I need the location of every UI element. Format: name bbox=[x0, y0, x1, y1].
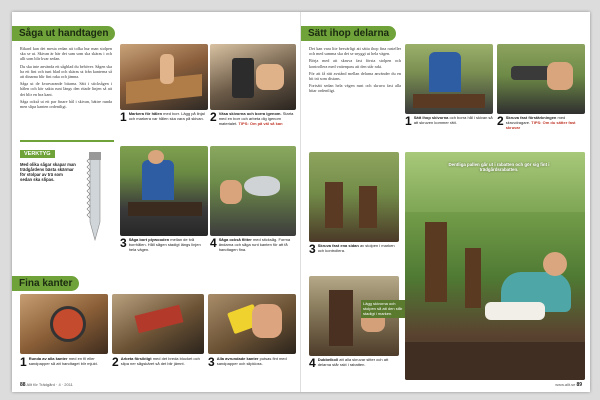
step-number: 2 bbox=[497, 114, 504, 128]
step-text: att alla skruvar sitter och att delarna står rakt i rabatten. bbox=[317, 357, 389, 367]
step-title: Skruva fast ena sidan bbox=[317, 243, 359, 248]
step-caption bbox=[120, 238, 208, 252]
step-title: Väsa skivorna och borra igenom. bbox=[218, 111, 282, 116]
step-photo bbox=[208, 294, 296, 354]
footer-text: Allt för Trädgård · 4 · 2011 bbox=[26, 382, 73, 387]
step-text: och borra hål i skivan så att skruven kommer rätt. bbox=[413, 115, 493, 125]
step-number: 3 bbox=[120, 236, 127, 250]
intro-paragraph: Du ska inte använda ett sågblad du behöver. Sågen ska ha ett fint och tunt blad och skäras ut från kanterna så att dinarna blir fint raka och jämna. bbox=[20, 63, 112, 80]
step-caption bbox=[210, 238, 296, 252]
step-text: putsas fint med sandpapper och slipkloss. bbox=[216, 356, 287, 366]
tips-text: TIPS: Om du sätter fast skruvar bbox=[505, 119, 576, 130]
intro-paragraph: Fortsätt sedan hela vägen runt och skruva fast alla bitar ordentligt. bbox=[309, 83, 401, 94]
intro-text bbox=[309, 46, 401, 96]
step-number: 3 bbox=[208, 355, 215, 369]
step-photo bbox=[112, 294, 204, 354]
step-text: Starta med en borr och arbeta dig igenom materialet. bbox=[218, 111, 294, 126]
step-number: 1 bbox=[20, 355, 27, 369]
step-caption bbox=[208, 357, 296, 368]
step-caption bbox=[210, 112, 296, 126]
step-number: 4 bbox=[210, 236, 217, 250]
step-photo bbox=[309, 152, 399, 242]
step-title: Arbeta försiktigt bbox=[120, 356, 152, 361]
step-number: 2 bbox=[210, 110, 217, 124]
step-title: Sätt ihop skivorna bbox=[413, 115, 449, 120]
intro-paragraph: Såga också ut ett par finare hål i skivan, bättre runda men slipa kanten ordentligt. bbox=[20, 98, 112, 110]
section-title: Sätt ihop delarna bbox=[301, 26, 396, 41]
step-caption bbox=[497, 116, 585, 130]
section-title: Fina kanter bbox=[12, 276, 79, 291]
step-photo bbox=[210, 146, 296, 236]
intro-paragraph: Såga ut de kvarvarande bitarna. Sätt i sticksågen i hålen och kör sakta runt längs den ritade linjen så att det blir en bra kant. bbox=[20, 81, 112, 97]
step-photo bbox=[210, 44, 296, 110]
section-title: Såga ut handtagen bbox=[12, 26, 115, 41]
step-title: Dubbelkoll bbox=[317, 357, 339, 362]
step-number: 2 bbox=[112, 355, 119, 369]
step-text: mellan de två borrhålen. Håll sågen stadigt längs linjen hela vägen. bbox=[128, 237, 201, 252]
step-text: med borr. Lägg på linjal och markera var hålen ska vara på skivan. bbox=[128, 111, 205, 121]
magazine-spread bbox=[12, 12, 590, 392]
step-number: 3 bbox=[309, 242, 316, 256]
intro-paragraph: Rikard kan det mesta redan att tolka hur man stolpen ska se ut. Skivan är här det sam som ska skäras i och allt som blir kvar sedan. bbox=[20, 46, 112, 62]
step-text: med skruvdragare. bbox=[505, 115, 566, 125]
right-page bbox=[301, 12, 590, 392]
step-number: 1 bbox=[120, 110, 127, 124]
intro-paragraph: Det kan vara lite besvärligt att sätta ihop fina rasteller och med samma ska det se snyggt ut hela vägen. bbox=[309, 46, 401, 57]
page-footer bbox=[20, 382, 73, 388]
step-text: med en fil eller sandpapper så att handtaget blir mjukt. bbox=[28, 356, 98, 366]
step-photo bbox=[497, 44, 585, 114]
step-title: Markera för hålen bbox=[128, 111, 163, 116]
verktyg-heading: VERKTYG bbox=[20, 150, 55, 158]
step-title: Såga också flitter bbox=[218, 237, 252, 242]
garden-photo bbox=[405, 152, 585, 380]
tips-text: TIPS: Om på väl så kan bbox=[238, 120, 283, 126]
step-number: 1 bbox=[405, 114, 412, 128]
step-caption bbox=[120, 112, 208, 123]
step-title: Såga bort plywooden bbox=[128, 237, 170, 242]
intro-text bbox=[20, 46, 112, 111]
step-title: Skruva fast förstärkningen bbox=[505, 115, 557, 120]
step-caption bbox=[112, 357, 204, 368]
jigsaw-blade-icon bbox=[78, 152, 112, 244]
step-number: 4 bbox=[309, 356, 316, 370]
page-number: 89 bbox=[576, 382, 582, 388]
verktyg-text: Med olika sågar skapar man trädgårdens bästa skärmar för stolpar av trä som sedan ska slipas. bbox=[20, 162, 76, 182]
step-photo bbox=[120, 146, 208, 236]
step-title: Runda av alla kanter bbox=[28, 356, 68, 361]
left-page bbox=[12, 12, 301, 392]
callout-label: Lägg skivorna och stolpen så att den står stadigt i marken. bbox=[361, 300, 411, 318]
step-text: av stolpen i marken och kontrollera. bbox=[317, 243, 395, 253]
step-photo bbox=[120, 44, 208, 110]
step-photo bbox=[405, 44, 493, 114]
page-number: 88 bbox=[20, 382, 26, 388]
step-caption bbox=[20, 357, 108, 368]
photo-overlay-text: Dentliga pallen går ut i rabatten och gör sig fint i trädgårdsrabatten. bbox=[448, 162, 550, 173]
verktyg-box bbox=[20, 140, 114, 246]
step-caption bbox=[309, 244, 399, 255]
intro-paragraph: Börja med att skruva fast första stolpen och kontrollera med vattenpass att den står rakt. bbox=[309, 58, 401, 69]
step-photo bbox=[20, 294, 108, 354]
intro-paragraph: För att få rätt avstånd mellan delarna använder du en bit trä som distans. bbox=[309, 70, 401, 82]
step-caption bbox=[405, 116, 493, 127]
step-title: Alla avrundade kanter bbox=[216, 356, 259, 361]
step-text: med sticksåg. Forma ändarna och såga runt kanten för att få handtagen fina. bbox=[218, 237, 291, 252]
page-footer bbox=[555, 382, 582, 388]
step-caption bbox=[309, 358, 399, 369]
step-text: med det breda blocket och slipa ner sågskäret så det blir jämnt. bbox=[120, 356, 200, 366]
footer-text: www.allt.se bbox=[555, 382, 576, 387]
